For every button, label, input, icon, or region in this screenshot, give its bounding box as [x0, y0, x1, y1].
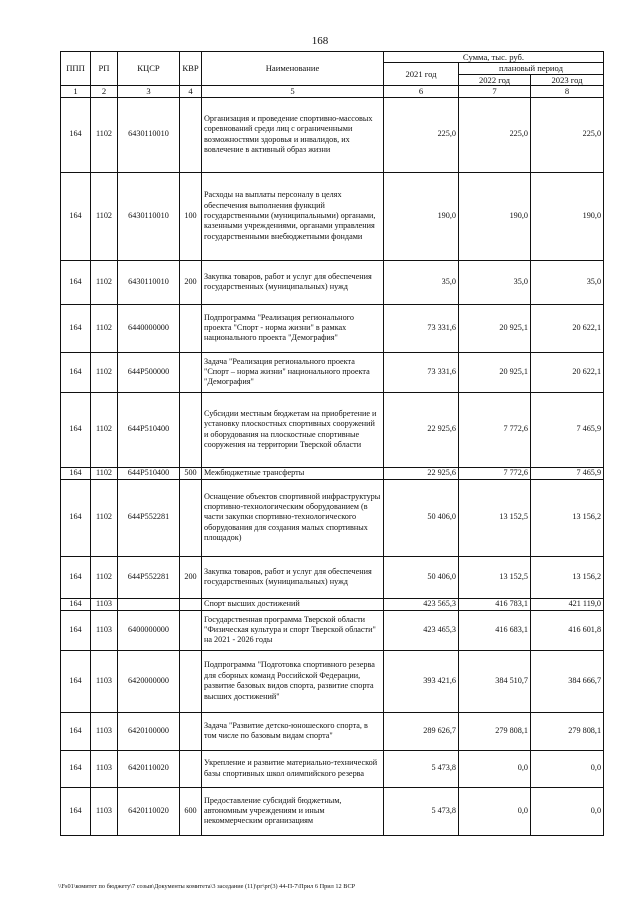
cell-amount-2022: 13 152,5	[459, 479, 531, 556]
header-year-2023: 2023 год	[531, 74, 604, 85]
cell-name: Оснащение объектов спортивной инфраструктуры спортивно-технологическим оборудованием (в части закупки спортивно-технологического оборудования для создания малых спортивных площадок)	[202, 479, 384, 556]
table-row	[61, 610, 604, 650]
table-row	[61, 750, 604, 787]
cell-rp: 1103	[91, 598, 118, 610]
cell-kvr	[180, 610, 202, 650]
cell-ppp: 164	[61, 750, 91, 787]
col-number-5: 5	[202, 86, 384, 97]
cell-amount-2023: 421 119,0	[531, 598, 604, 610]
cell-amount-2022: 13 152,5	[459, 556, 531, 598]
cell-rp: 1102	[91, 479, 118, 556]
cell-amount-2021: 423 565,3	[384, 598, 459, 610]
cell-kvr	[180, 712, 202, 750]
cell-amount-2023: 20 622,1	[531, 304, 604, 352]
cell-kvr	[180, 650, 202, 712]
cell-amount-2021: 50 406,0	[384, 556, 459, 598]
cell-amount-2022: 7 772,6	[459, 467, 531, 479]
table-row	[61, 598, 604, 610]
cell-kvr	[180, 479, 202, 556]
cell-kvr: 200	[180, 556, 202, 598]
table-row	[61, 787, 604, 835]
cell-amount-2021: 22 925,6	[384, 392, 459, 467]
cell-name: Закупка товаров, работ и услуг для обеспечения государственных (муниципальных) нужд	[202, 260, 384, 304]
cell-amount-2021: 22 925,6	[384, 467, 459, 479]
cell-ppp: 164	[61, 352, 91, 392]
cell-amount-2021: 50 406,0	[384, 479, 459, 556]
cell-kcsr: 6420110020	[118, 787, 180, 835]
col-number-7: 7	[459, 86, 531, 97]
cell-rp: 1102	[91, 304, 118, 352]
col-number-6: 6	[384, 86, 459, 97]
cell-kcsr: 6420100000	[118, 712, 180, 750]
cell-kvr	[180, 598, 202, 610]
table-row	[61, 260, 604, 304]
cell-ppp: 164	[61, 598, 91, 610]
cell-amount-2023: 7 465,9	[531, 467, 604, 479]
cell-amount-2021: 393 421,6	[384, 650, 459, 712]
col-number-4: 4	[180, 86, 202, 97]
cell-amount-2022: 416 783,1	[459, 598, 531, 610]
col-number-3: 3	[118, 86, 180, 97]
cell-rp: 1102	[91, 467, 118, 479]
cell-amount-2022: 225,0	[459, 97, 531, 172]
cell-amount-2023: 416 601,8	[531, 610, 604, 650]
cell-kcsr: 6420000000	[118, 650, 180, 712]
cell-amount-2021: 423 465,3	[384, 610, 459, 650]
cell-amount-2023: 0,0	[531, 750, 604, 787]
cell-amount-2021: 35,0	[384, 260, 459, 304]
cell-amount-2022: 0,0	[459, 750, 531, 787]
cell-kcsr: 6400000000	[118, 610, 180, 650]
cell-rp: 1102	[91, 97, 118, 172]
header-sum: Сумма, тыс. руб.	[384, 52, 604, 63]
header-ppp: ППП	[61, 52, 91, 86]
cell-amount-2023: 7 465,9	[531, 392, 604, 467]
cell-amount-2021: 5 473,8	[384, 787, 459, 835]
cell-name: Субсидии местным бюджетам на приобретение и установку плоскостных спортивных сооружений и оборудования на плоскостные спортивные сооружения на территории Тверской области	[202, 392, 384, 467]
cell-name: Задача "Развитие детско-юношеского спорта, в том числе по базовым видам спорта"	[202, 712, 384, 750]
cell-rp: 1102	[91, 556, 118, 598]
cell-amount-2023: 0,0	[531, 787, 604, 835]
cell-amount-2022: 416 683,1	[459, 610, 531, 650]
table-row	[61, 650, 604, 712]
cell-kvr: 500	[180, 467, 202, 479]
cell-name: Укрепление и развитие материально-технической базы спортивных школ олимпийского резерва	[202, 750, 384, 787]
table-row	[61, 467, 604, 479]
cell-ppp: 164	[61, 304, 91, 352]
budget-table	[60, 51, 604, 836]
cell-name: Задача "Реализация регионального проекта "Спорт – норма жизни" национального проекта "Демография"	[202, 352, 384, 392]
cell-amount-2022: 0,0	[459, 787, 531, 835]
header-kcsr: КЦСР	[118, 52, 180, 86]
cell-ppp: 164	[61, 97, 91, 172]
header-year-2022: 2022 год	[459, 74, 531, 85]
cell-kcsr: 644P510400	[118, 392, 180, 467]
cell-name: Предоставление субсидий бюджетным, автономным учреждениям и иным некоммерческим организациям	[202, 787, 384, 835]
cell-kcsr: 644P552281	[118, 479, 180, 556]
cell-ppp: 164	[61, 479, 91, 556]
cell-amount-2022: 279 808,1	[459, 712, 531, 750]
cell-rp: 1103	[91, 610, 118, 650]
cell-kvr: 600	[180, 787, 202, 835]
cell-rp: 1102	[91, 352, 118, 392]
cell-kvr	[180, 97, 202, 172]
cell-kcsr: 644P500000	[118, 352, 180, 392]
cell-amount-2023: 190,0	[531, 172, 604, 260]
cell-kvr: 200	[180, 260, 202, 304]
cell-name: Государственная программа Тверской области "Физическая культура и спорт Тверской области" на 2021 - 2026 годы	[202, 610, 384, 650]
cell-kvr: 100	[180, 172, 202, 260]
table-row	[61, 712, 604, 750]
table-row	[61, 352, 604, 392]
col-number-1: 1	[61, 86, 91, 97]
cell-ppp: 164	[61, 650, 91, 712]
cell-amount-2022: 20 925,1	[459, 352, 531, 392]
table-row	[61, 392, 604, 467]
cell-amount-2023: 20 622,1	[531, 352, 604, 392]
page-number: 168	[311, 35, 329, 47]
cell-kvr	[180, 352, 202, 392]
header-planned-period: плановый период	[459, 63, 604, 74]
cell-name: Подпрограмма "Реализация регионального проекта "Спорт - норма жизни" в рамках национального проекта "Демография"	[202, 304, 384, 352]
table-row	[61, 172, 604, 260]
cell-amount-2023: 13 156,2	[531, 479, 604, 556]
cell-amount-2023: 35,0	[531, 260, 604, 304]
cell-rp: 1102	[91, 392, 118, 467]
header-rp: РП	[91, 52, 118, 86]
cell-amount-2023: 279 808,1	[531, 712, 604, 750]
cell-amount-2022: 7 772,6	[459, 392, 531, 467]
cell-ppp: 164	[61, 467, 91, 479]
cell-amount-2021: 73 331,6	[384, 352, 459, 392]
cell-ppp: 164	[61, 392, 91, 467]
cell-rp: 1103	[91, 650, 118, 712]
cell-amount-2022: 190,0	[459, 172, 531, 260]
cell-kvr	[180, 750, 202, 787]
cell-amount-2021: 190,0	[384, 172, 459, 260]
cell-rp: 1103	[91, 750, 118, 787]
cell-kcsr: 6430110010	[118, 260, 180, 304]
cell-kcsr: 6420110020	[118, 750, 180, 787]
cell-amount-2021: 5 473,8	[384, 750, 459, 787]
cell-kcsr: 6440000000	[118, 304, 180, 352]
cell-ppp: 164	[61, 556, 91, 598]
table-row	[61, 479, 604, 556]
header-kvr: КВР	[180, 52, 202, 86]
table-row	[61, 556, 604, 598]
col-number-2: 2	[91, 86, 118, 97]
cell-name: Расходы на выплаты персоналу в целях обеспечения выполнения функций государственными (муниципальными) органами, казенными учреждениями, органами управления государственными внебюджетными фондами	[202, 172, 384, 260]
cell-kcsr: 6430110010	[118, 172, 180, 260]
cell-name: Организация и проведение спортивно-массовых соревнований среди лиц с ограниченными возможностями здоровья и инвалидов, их вовлечение в активный образ жизни	[202, 97, 384, 172]
cell-rp: 1102	[91, 172, 118, 260]
cell-kcsr: 644P552281	[118, 556, 180, 598]
cell-ppp: 164	[61, 260, 91, 304]
cell-rp: 1103	[91, 787, 118, 835]
cell-amount-2022: 35,0	[459, 260, 531, 304]
cell-amount-2022: 384 510,7	[459, 650, 531, 712]
cell-rp: 1102	[91, 260, 118, 304]
cell-amount-2021: 289 626,7	[384, 712, 459, 750]
cell-ppp: 164	[61, 610, 91, 650]
cell-kvr	[180, 392, 202, 467]
header-name: Наименование	[202, 52, 384, 86]
cell-ppp: 164	[61, 712, 91, 750]
cell-amount-2021: 225,0	[384, 97, 459, 172]
cell-kvr	[180, 304, 202, 352]
cell-name: Межбюджетные трансферты	[202, 467, 384, 479]
footer-file-path: \\Fs01\комитет по бюджету\7 созыв\Документы комитета\3 заседание (11)\рг\рг(3) 44-П-7\Прил 6 Прил 12 ВСР	[58, 883, 356, 890]
cell-amount-2023: 13 156,2	[531, 556, 604, 598]
header-year-2021: 2021 год	[384, 63, 459, 86]
cell-rp: 1103	[91, 712, 118, 750]
cell-amount-2021: 73 331,6	[384, 304, 459, 352]
cell-ppp: 164	[61, 787, 91, 835]
cell-kcsr: 644P510400	[118, 467, 180, 479]
cell-amount-2023: 225,0	[531, 97, 604, 172]
table-row	[61, 304, 604, 352]
table-row	[61, 97, 604, 172]
cell-amount-2022: 20 925,1	[459, 304, 531, 352]
cell-name: Закупка товаров, работ и услуг для обеспечения государственных (муниципальных) нужд	[202, 556, 384, 598]
cell-name: Спорт высших достижений	[202, 598, 384, 610]
cell-name: Подпрограмма "Подготовка спортивного резерва для сборных команд Российской Федерации, развитие базовых видов спорта, развитие спорта высших достижений"	[202, 650, 384, 712]
cell-kcsr	[118, 598, 180, 610]
col-number-8: 8	[531, 86, 604, 97]
cell-amount-2023: 384 666,7	[531, 650, 604, 712]
cell-ppp: 164	[61, 172, 91, 260]
cell-kcsr: 6430110010	[118, 97, 180, 172]
